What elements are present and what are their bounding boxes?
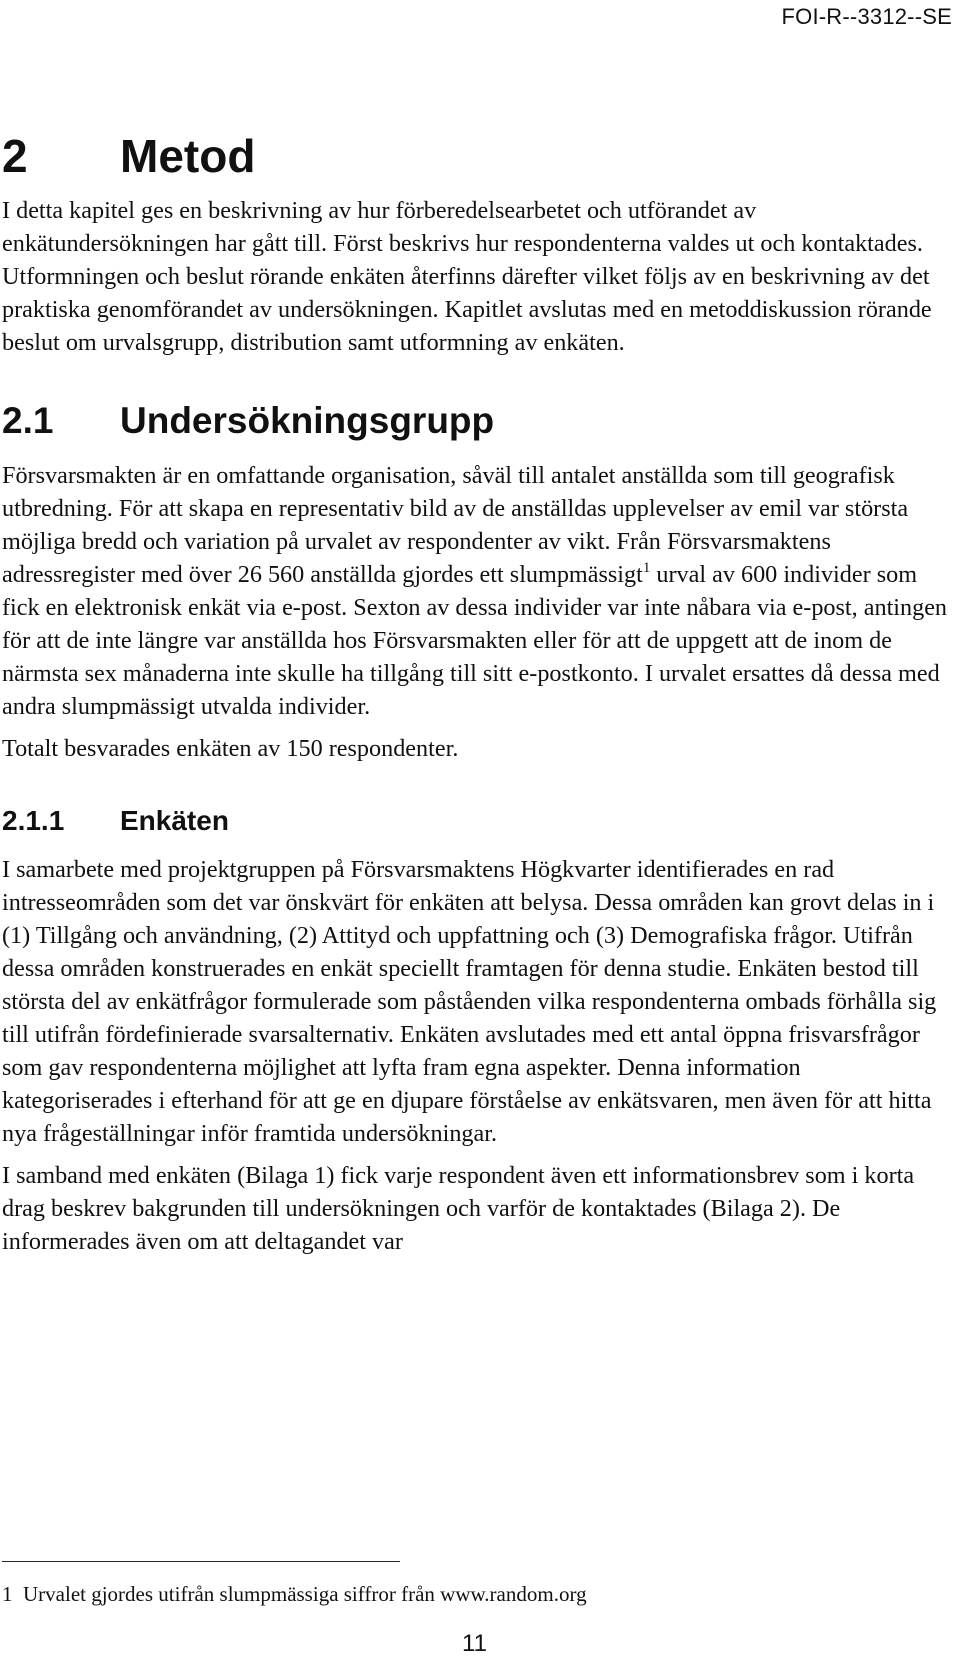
page-content: [2, 124, 952, 1258]
paragraph-text: urval av 600 individer som fick en elektronisk enkät via e-post. Sexton av dessa individer var inte nåbara via e-post, antingen för att de inte längre var anställda hos Försvarsmakten eller för att de uppgett att de inom de närmsta sex månaderna inte skulle ha tillgång till sitt e-postkonto. I urvalet ersattes då dessa med andra slumpmässigt utvalda individer.: [2, 561, 948, 720]
report-id: FOI-R--3312--SE: [781, 4, 952, 29]
chapter-number: 2: [2, 130, 28, 182]
section-2-1-paragraph-1: [2, 459, 952, 723]
footnote-text: Urvalet gjordes utifrån slumpmässiga siffror från www.random.org: [23, 1582, 587, 1606]
footnote-marker: 1: [2, 1582, 13, 1606]
paragraph-text: Försvarsmakten är en omfattande organisation, såväl till antalet anställda som till geografisk utbredning. För att skapa en representativ bild av de anställdas upplevelser av emil var största möjliga bredd och variation på urvalet av respondenter av vikt. Från Försvarsmaktens adressregister med över 26 560 anställda gjordes ett slumpmässigt: [2, 462, 909, 588]
footnote-reference: 1: [642, 560, 651, 576]
section-number: 2.1: [2, 400, 54, 441]
footnote: [2, 1580, 587, 1608]
section-heading-2-1: [2, 395, 952, 447]
subsection-number: 2.1.1: [2, 805, 65, 836]
footnote-divider: [2, 1561, 400, 1562]
chapter-title: Metod: [120, 130, 256, 182]
section-title: Undersökningsgrupp: [120, 400, 495, 441]
section-heading-2-1-1: [2, 801, 952, 841]
chapter-intro-paragraph: I detta kapitel ges en beskrivning av hur förberedelsearbetet och utförandet av enkätundersökningen har gått till. Först beskrivs hur respondenterna valdes ut och kontaktades. Utformningen och beslut rörande enkäten återfinns därefter vilket följs av en beskrivning av det praktiska genomförandet av undersökningen. Kapitlet avslutas med en metoddiskussion rörande beslut om urvalsgrupp, distribution samt utformning av enkäten.: [2, 197, 932, 356]
subsection-title: Enkäten: [120, 805, 229, 836]
section-2-1-1-paragraph-2: I samband med enkäten (Bilaga 1) fick varje respondent även ett informationsbrev som i korta drag beskrev bakgrunden till undersökningen och varför de kontaktades (Bilaga 2). De informerades även om att deltagandet var: [2, 1162, 915, 1255]
section-2-1-1-paragraph-1: I samarbete med projektgruppen på Försvarsmaktens Högkvarter identifierades en rad intresseområden som det var önskvärt för enkäten att belysa. Dessa områden kan grovt delas in i (1) Tillgång och användning, (2) Attityd och uppfattning och (3) Demografiska frågor. Utifrån dessa områden konstruerades en enkät speciellt framtagen för denna studie. Enkäten bestod till största del av enkätfrågor formulerade som påståenden vilka respondenterna ombads förhålla sig till utifrån fördefinierade svarsalternativ. Enkäten avslutades med ett antal öppna frisvarsfrågor som gav respondenterna möjlighet att lyfta fram egna aspekter. Denna information kategoriserades i efterhand för att ge en djupare förståelse av enkätsvaren, men även för att hitta nya frågeställningar inför framtida undersökningar.: [2, 856, 937, 1147]
section-2-1-paragraph-2: Totalt besvarades enkäten av 150 respondenter.: [2, 735, 459, 762]
page-number: 11: [462, 1630, 487, 1657]
chapter-heading: [2, 124, 952, 188]
